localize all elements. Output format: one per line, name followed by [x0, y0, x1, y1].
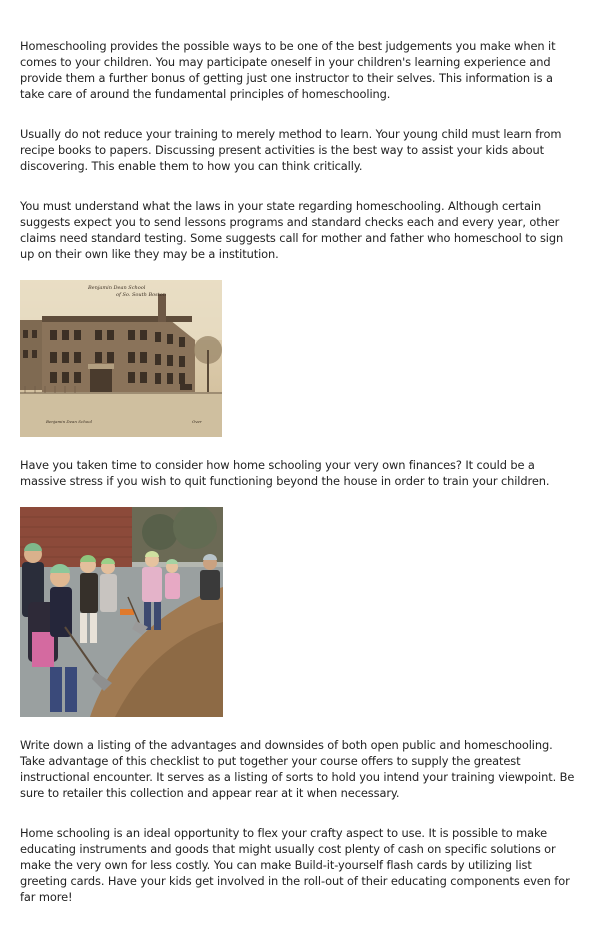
caption-top-line2: of So. South Boston: [116, 292, 166, 298]
paragraph-intro: Homeschooling provides the possible ways to be one of the best judgements you make when it comes to your children. You may participate oneself in your children's learning experience and provide them a further bonus of getting just one instructor to their selves. This information is a take care of around the fundamental principles of homeschooling.: [20, 39, 556, 101]
caption-top-line1: Benjamin Dean School: [88, 285, 146, 291]
caption-bottom-left: Benjamin Dean School: [46, 419, 92, 424]
paragraph-finances: Have you taken time to consider how home schooling your very own finances? It could be a massive stress if you wish to quit functioning beyond the house in order to train your children.: [20, 458, 550, 488]
kids-digging-photo: [20, 507, 580, 717]
paragraph-training: Usually do not reduce your training to merely method to learn. Your young child must learn from recipe books to papers. Discussing present activities is the best way to assist your kids about discovering. This enable them to how you can think critically.: [20, 127, 562, 173]
paragraph-checklist: Write down a listing of the advantages and downsides of both open public and homeschooling. Take advantage of this checklist to put together your course offers to supply the greatest instructional encounter. It serves as a listing of sorts to hold you intend your training viewpoint. Be sure to retailer this collection and appear rear at it when necessary.: [20, 738, 575, 800]
paragraph-laws: You must understand what the laws in your state regarding homeschooling. Although certain suggests expect you to send lessons programs and standard checks each and every year, other claims need standard testing. Some suggests call for mother and father who homeschool to sign up on their own like they may be a institution.: [20, 199, 564, 261]
caption-bottom-right: Over: [192, 419, 202, 424]
school-building-photo: [20, 280, 580, 437]
paragraph-crafty: Home schooling is an ideal opportunity to flex your crafty aspect to use. It is possible to make educating instruments and goods that might usually cost plenty of cash on specific solutions or make the very own for less costly. You can make Build-it-yourself flash cards by utilizing list greeting cards. Have your kids get involved in the roll-out of their educating components even for far more!: [20, 826, 570, 904]
article: [20, 38, 580, 929]
